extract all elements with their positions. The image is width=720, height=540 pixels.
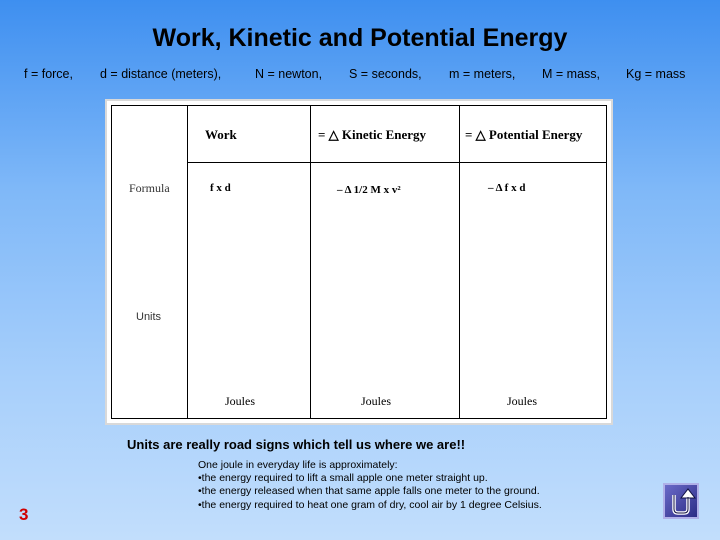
units-note: Units are really road signs which tell us where we are!! [127,437,466,452]
return-button[interactable] [663,483,699,519]
energy-table-grid [111,105,607,419]
description-line: One joule in everyday life is approximately: [198,459,398,471]
table-divider [187,162,606,163]
description-line: •the energy required to heat one gram of dry, cool air by 1 degree Celsius. [198,498,542,511]
page-number: 3 [19,505,29,524]
definition-kilogram: Kg = mass [626,67,686,81]
definition-seconds: S = seconds, [349,67,422,81]
slide-title: Work, Kinetic and Potential Energy [152,24,568,52]
units-work: Joules [225,394,255,408]
definitions-row [0,67,720,83]
table-divider [187,106,188,418]
table-divider [310,106,311,418]
row-label-units: Units [136,311,162,323]
description-line: •the energy released when that same apple falls one meter to the ground. [198,485,540,498]
header-work: Work [205,127,237,142]
definition-mass: M = mass, [542,67,600,81]
description-line: •the energy required to lift a small apple one meter straight up. [198,472,488,485]
units-potential: Joules [507,394,537,408]
energy-table [105,99,613,425]
definition-distance: d = distance (meters), [100,67,222,81]
formula-potential: – Δ f x d [488,182,526,194]
return-arrow-icon [665,485,697,517]
definition-meters: m = meters, [449,67,516,81]
row-label-formula: Formula [129,181,170,195]
formula-kinetic: – Δ 1/2 M x v² [337,184,401,196]
formula-work: f x d [210,182,231,194]
header-kinetic-energy: = △ Kinetic Energy [318,127,427,142]
definition-newton: N = newton, [255,67,323,81]
table-divider [459,106,460,418]
joule-description [198,459,542,512]
header-potential-energy: = △ Potential Energy [465,127,583,142]
units-kinetic: Joules [361,394,391,408]
definition-force: f = force, [24,67,73,81]
